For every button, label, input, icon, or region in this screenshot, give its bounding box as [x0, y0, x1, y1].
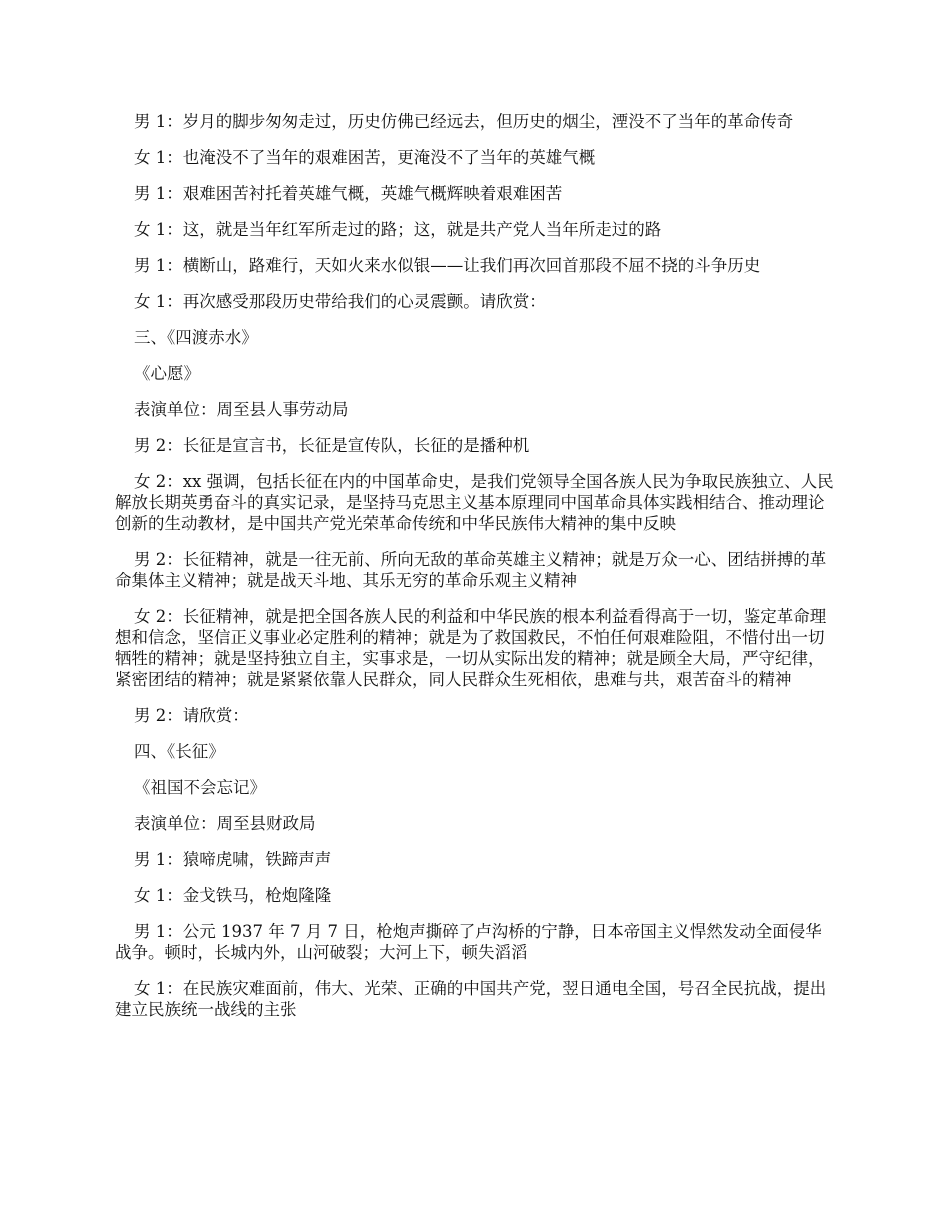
paragraph: 女 1：在民族灾难面前，伟大、光荣、正确的中国共产党，翌日通电全国，号召全民抗战，提出建立民族统一战线的主张: [115, 979, 827, 1019]
paragraph: 男 1：横断山，路难行，天如火来水似银——让我们再次回首那段不屈不挠的斗争历史: [134, 256, 761, 275]
section-heading: 三、《四渡赤水》: [134, 328, 258, 347]
performer-line: 表演单位：周至县财政局: [134, 814, 316, 833]
paragraph: 男 2：长征精神，就是一往无前、所向无敌的革命英雄主义精神；就是万众一心、团结拼搏的革命集体主义精神；就是战天斗地、其乐无穷的革命乐观主义精神: [115, 550, 827, 590]
paragraph: 男 1：艰难困苦衬托着英雄气概，英雄气概辉映着艰难困苦: [134, 184, 563, 203]
paragraph: 男 1：猿啼虎啸，铁蹄声声: [134, 850, 332, 869]
paragraph: 男 2：长征是宣言书，长征是宣传队，长征的是播种机: [134, 436, 530, 455]
paragraph: 女 1：也淹没不了当年的艰难困苦，更淹没不了当年的英雄气概: [134, 148, 596, 167]
document-body: [115, 111, 837, 1035]
performer-line: 表演单位：周至县人事劳动局: [134, 400, 349, 419]
paragraph: 男 2：请欣赏：: [134, 706, 249, 725]
paragraph: 女 1：这，就是当年红军所走过的路；这，就是共产党人当年所走过的路: [134, 220, 662, 239]
program-title: 《祖国不会忘记》: [134, 778, 266, 797]
paragraph: 女 2：xx 强调，包括长征在内的中国革命史，是我们党领导全国各族人民为争取民族独立、人民解放长期英勇奋斗的真实记录，是坚持马克思主义基本原理同中国革命具体实践相结合、推动理论创新的生动教材，是中国共产党光荣革命传统和中华民族伟大精神的集中反映: [115, 472, 834, 533]
program-title: 《心愿》: [134, 364, 200, 383]
paragraph: 男 1：岁月的脚步匆匆走过，历史仿佛已经远去，但历史的烟尘，湮没不了当年的革命传奇: [134, 112, 794, 131]
paragraph: 女 1：再次感受那段历史带给我们的心灵震颤。请欣赏：: [134, 292, 546, 311]
paragraph: 女 2：长征精神，就是把全国各族人民的利益和中华民族的根本利益看得高于一切，鉴定革命理想和信念，坚信正义事业必定胜利的精神；就是为了救国救民，不怕任何艰难险阻，不惜付出一切牺牲的精神；就是坚持独立自主，实事求是，一切从实际出发的精神；就是顾全大局，严守纪律，紧密团结的精神；就是紧紧依靠人民群众，同人民群众生死相依，患难与共，艰苦奋斗的精神: [115, 607, 827, 689]
paragraph: 男 1：公元 1937 年 7 月 7 日，枪炮声撕碎了卢沟桥的宁静，日本帝国主义悍然发动全面侵华战争。顿时，长城内外，山河破裂；大河上下，顿失滔滔: [115, 922, 822, 962]
section-heading: 四、《长征》: [134, 742, 225, 761]
paragraph: 女 1：金戈铁马，枪炮隆隆: [134, 886, 332, 905]
